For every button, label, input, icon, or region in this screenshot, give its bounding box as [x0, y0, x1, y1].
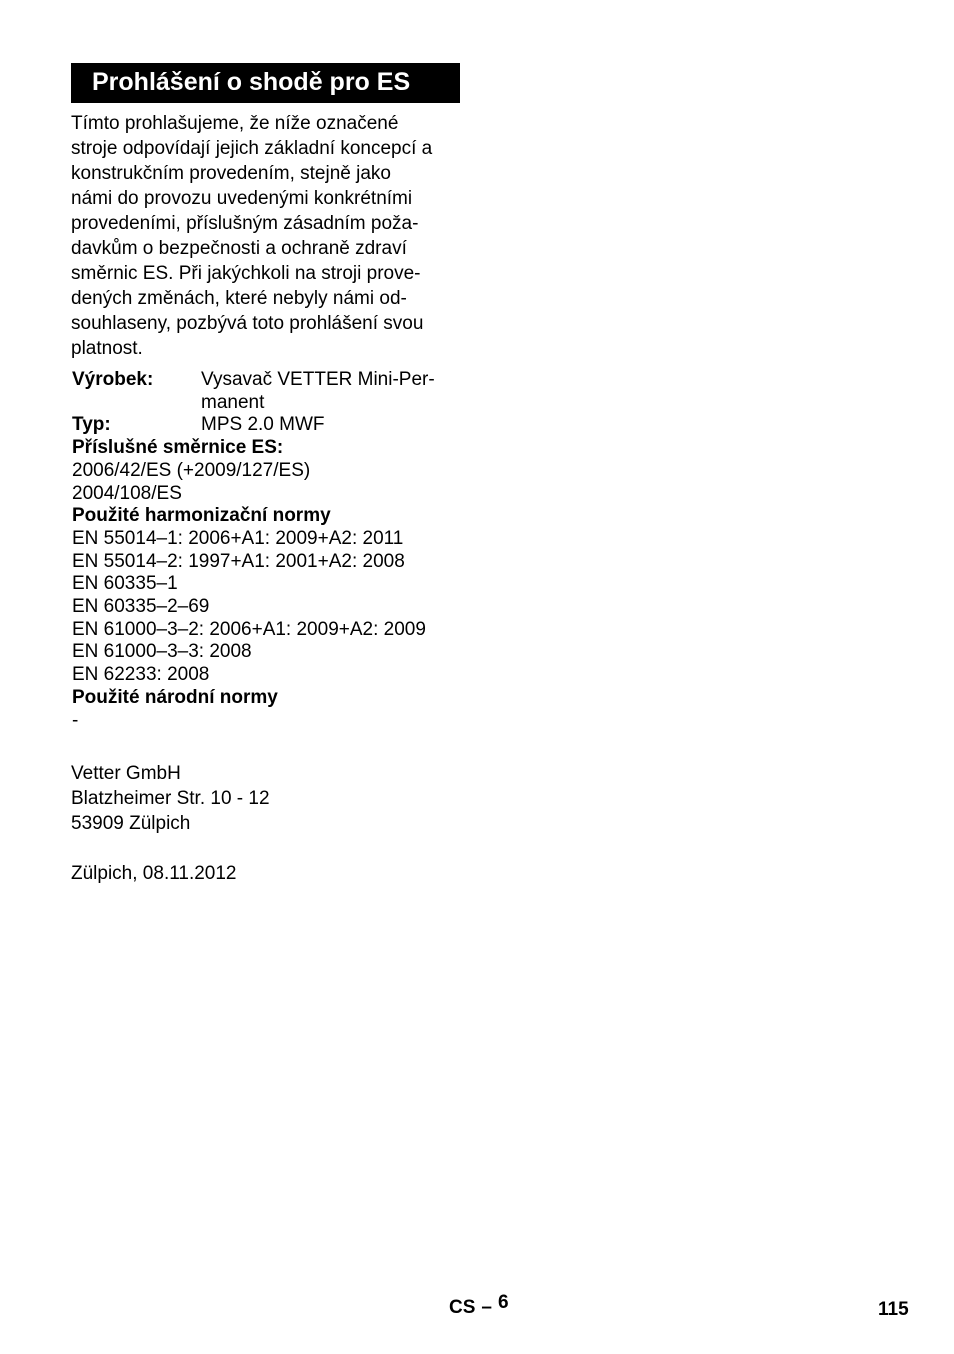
page-title: Prohlášení o shodě pro ES	[71, 63, 460, 103]
declaration-line: provedeními, příslušným zásadním poža-	[71, 213, 419, 234]
declaration-line: davkům o bezpečnosti a ochraně zdraví	[71, 238, 407, 259]
declaration-line: konstrukčním provedením, stejně jako	[71, 163, 391, 184]
declaration-line: směrnic ES. Při jakýchkoli na stroji prove-	[71, 263, 421, 284]
address-line: Vetter GmbH	[71, 763, 181, 784]
declaration-line: platnost.	[71, 338, 143, 359]
national-standards-value: -	[72, 709, 79, 731]
directive-item: 2004/108/ES	[72, 482, 182, 504]
standard-item: EN 55014–2: 1997+A1: 2001+A2: 2008	[72, 550, 405, 572]
product-label: Výrobek:	[72, 369, 154, 390]
standard-item: EN 62233: 2008	[72, 664, 210, 686]
standard-item: EN 61000–3–2: 2006+A1: 2009+A2: 2009	[72, 618, 426, 640]
footer-separator: –	[481, 1297, 492, 1318]
section-page-number: 6	[497, 1292, 509, 1313]
address-line: 53909 Zülpich	[71, 813, 191, 834]
declaration-line: Tímto prohlašujeme, že níže označené	[71, 113, 399, 134]
address-line: Blatzheimer Str. 10 - 12	[71, 788, 270, 809]
directives-heading: Příslušné směrnice ES:	[72, 437, 284, 459]
declaration-line: stroje odpovídají jejich základní koncepcí a	[71, 138, 433, 159]
harmonized-standards-heading: Použité harmonizační normy	[72, 505, 331, 527]
manufacturer-address	[71, 761, 270, 836]
type-row	[72, 414, 467, 437]
declaration-line: dených změnách, které nebyly námi od-	[71, 288, 407, 309]
place-date: Zülpich, 08.11.2012	[71, 863, 237, 884]
declaration-text	[71, 111, 466, 361]
product-value	[201, 369, 435, 414]
language-code: CS	[449, 1297, 476, 1318]
standard-item: EN 55014–1: 2006+A1: 2009+A2: 2011	[72, 527, 404, 549]
standard-item: EN 60335–2–69	[72, 596, 210, 618]
type-label: Typ:	[72, 414, 111, 436]
declaration-line: námi do provozu uvedenými konkrétními	[71, 188, 413, 209]
national-standards-heading: Použité národní normy	[72, 686, 278, 708]
declaration-line: souhlaseny, pozbývá toto prohlášení svou	[71, 313, 424, 334]
product-row	[72, 369, 467, 414]
directive-item: 2006/42/ES (+2009/127/ES)	[72, 459, 311, 481]
product-value-line: Vysavač VETTER Mini-Per-	[201, 369, 435, 390]
standard-item: EN 60335–1	[72, 573, 178, 595]
standard-item: EN 61000–3–3: 2008	[72, 641, 252, 663]
footer-section-marker	[449, 1292, 509, 1319]
product-value-line: manent	[201, 391, 265, 413]
product-specification	[72, 369, 467, 732]
page-number: 115	[878, 1299, 909, 1320]
type-value: MPS 2.0 MWF	[201, 414, 325, 436]
